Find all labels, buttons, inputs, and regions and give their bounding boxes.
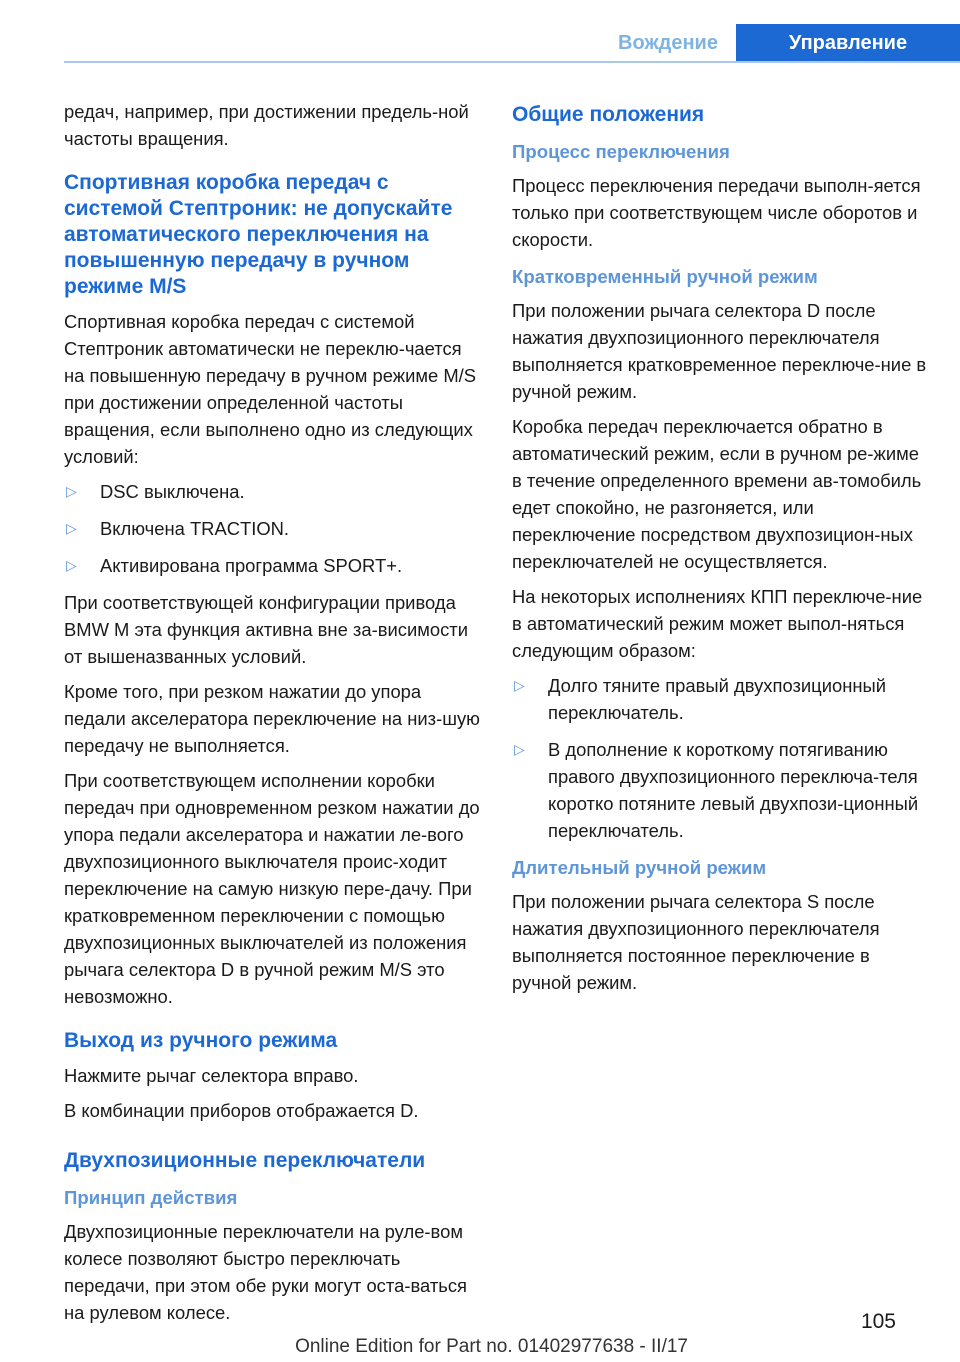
list-item — [512, 672, 932, 726]
paragraph-principle: Двухпозиционные переключатели на руле‐вом колесе позволяют быстро переключать передачи, при этом обе руки могут оста‐ваться на рулевом колесе. — [64, 1221, 467, 1323]
list-item-text: DSC выключена. — [100, 481, 245, 502]
list-item — [64, 515, 484, 542]
subheading-short-manual: Кратковременный ручной режим — [512, 266, 818, 287]
bullet-triangle-icon: ▷ — [514, 741, 525, 757]
subheading-principle: Принцип действия — [64, 1187, 238, 1208]
heading-sport-gearbox: Спортивная коробка передач с системой Стептроник: не допускайте автоматического переключения на повышенную передачу в ручном режиме M/S — [64, 171, 453, 298]
auto-return-list — [512, 672, 932, 844]
paragraph-push-selector: Нажмите рычаг селектора вправо. — [64, 1065, 359, 1086]
header-tab-driving[interactable]: Вождение — [600, 24, 736, 62]
paragraph-lowest-gear: При соответствующем исполнении коробки передач при одновременном резком нажатии до упора педали акселератора и нажатии ле‐вого двухпозиционного выключателя проис‐ходит переключение на самую низкую пере‐дачу. При кратковременном переключении с помощью двухпозиционных выключателей из положения рычага селектора D в ручной режим M/S это невозможно. — [64, 770, 480, 1007]
subheading-long-manual: Длительный ручной режим — [512, 857, 767, 878]
paragraph-kickdown: Кроме того, при резком нажатии до упора педали акселератора переключение на низ‐шую передачу не выполняется. — [64, 681, 480, 756]
page-footer — [0, 1310, 960, 1362]
heading-general: Общие положения — [512, 103, 705, 126]
list-item — [64, 478, 484, 505]
header-rule — [64, 61, 960, 63]
bullet-triangle-icon: ▷ — [514, 677, 525, 693]
list-item-text: Активирована программа SPORT+. — [100, 555, 403, 576]
paragraph-long-manual: При положении рычага селектора S после нажатия двухпозиционного переключателя выполняется постоянное переключение в ручной режим. — [512, 891, 880, 993]
list-item-text: В дополнение к короткому потягиванию правого двухпозиционного переключа‐теля коротко потяните левый двухпози‐ционный переключатель. — [548, 739, 919, 841]
subheading-shift-process: Процесс переключения — [512, 141, 730, 162]
heading-exit-manual: Выход из ручного режима — [64, 1029, 338, 1052]
bullet-triangle-icon: ▷ — [66, 520, 77, 536]
bullet-triangle-icon: ▷ — [66, 557, 77, 573]
conditions-list — [64, 478, 484, 579]
paragraph-some-versions: На некоторых исполнениях КПП переключе‐ние в автоматический режим может выпол‐няться следующим образом: — [512, 586, 923, 661]
paragraph-sport-gearbox: Спортивная коробка передач с системой Стептроник автоматически не переклю‐чается на повышенную передачу в ручном режиме M/S при достижении определенной частоты вращения, если выполнено одно из следующих условий: — [64, 311, 477, 467]
left-column — [64, 98, 484, 1334]
right-column — [512, 98, 932, 1004]
list-item — [64, 552, 484, 579]
page-header — [0, 0, 960, 62]
paragraph-short-manual: При положении рычага селектора D после нажатия двухпозиционного переключателя выполняется кратковременное переключе‐ние в ручной режим. — [512, 300, 927, 402]
header-tab-controls[interactable]: Управление — [736, 24, 960, 62]
list-item — [512, 736, 932, 844]
paragraph-back-to-auto: Коробка передач переключается обратно в автоматический режим, если в ручном ре‐жиме в течение определенного времени ав‐томобиль едет спокойно, не разгоняется, или переключение посредством двухпозицион‐ных переключателей не осуществляется. — [512, 416, 922, 572]
list-item-text: Включена TRACTION. — [100, 518, 290, 539]
bullet-triangle-icon: ▷ — [66, 483, 77, 499]
list-item-text: Долго тяните правый двухпозиционный переключатель. — [548, 675, 887, 723]
heading-shift-paddles: Двухпозиционные переключатели — [64, 1149, 426, 1172]
paragraph-bmw-m: При соответствующей конфигурации привода BMW M эта функция активна вне за‐висимости от вышеназванных условий. — [64, 592, 468, 667]
paragraph-continuation: редач, например, при достижении предель‐ной частоты вращения. — [64, 101, 469, 149]
paragraph-shift-process: Процесс переключения передачи выполн‐яется только при соответствующем числе оборотов и скорости. — [512, 175, 921, 250]
edition-note: Online Edition for Part no. 01402977638 - II/17 — [295, 1336, 688, 1357]
page-number: 105 — [860, 1310, 896, 1333]
paragraph-cluster-display: В комбинации приборов отображается D. — [64, 1100, 419, 1121]
